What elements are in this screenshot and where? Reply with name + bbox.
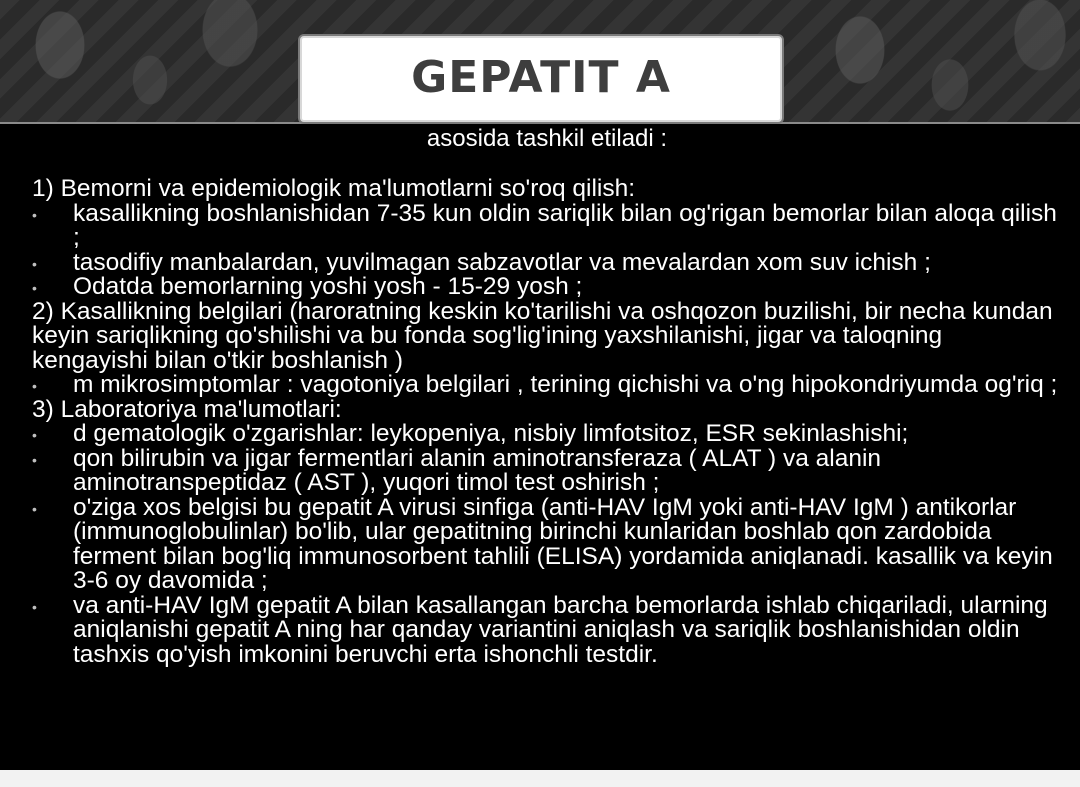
section-heading-2: 2) Kasallikning belgilari (haroratning keskin ko'tarilishi va oshqozon buzilishi, bir necha kundan keyin sariqlikning qo'shilishi va bu fonda sog'lig'ining yaxshilanishi, jigar va taloqning kengayishi bilan o'tkir boshlanish ) [32,297,1053,374]
list-item [32,373,1062,398]
list-item [32,591,1062,668]
list-item [32,444,1062,496]
list-item [32,493,1062,594]
bullet-icon: • [32,598,37,615]
list-item-text: va anti-HAV IgM gepatit A bilan kasallangan barcha bemorlarda ishlab chiqariladi, ularning aniqlanishi gepatit A ning har qanday variantini aniqlash va sariqlik boshlanishidan oldin tashxis qo'yish imkonini beruvchi erta ishonchli testdir. [73,591,1048,668]
list-item-text: Odatda bemorlarning yoshi yosh - 15-29 yosh ; [73,273,583,300]
list-item [32,248,1062,276]
slide-content [32,127,1062,667]
section-heading-3: 3) Laboratoriya ma'lumotlari: [32,395,342,423]
title-box [298,34,784,124]
bullet-icon: • [32,427,37,443]
list-item-text: o'ziga xos belgisi bu gepatit A virusi sinfiga (anti-HAV IgM yoki anti-HAV IgM ) antikorlar (immunoglobulinlar) bo'lib, ular gepatitning birinchi kunlaridan boshlab qon zardobida ferment bilan bog'liq immunosorbent tahlili (ELISA) yordamida aniqlanadi. kasallik va keyin 3-6 oy davomida ; [73,493,1053,594]
slide-subtitle: asosida tashkil etiladi : [426,125,668,152]
bullet-icon: • [32,378,37,394]
list-item [32,422,1062,447]
list-item-text: tasodifiy manbalardan, yuvilmagan sabzavotlar va mevalardan xom suv ichish ; [73,248,931,276]
bullet-icon: • [32,206,37,223]
slide-title: GEPATIT A [411,52,671,103]
list-item [32,199,1062,251]
list-item-text: kasallikning boshlanishidan 7-35 kun oldin sariqlik bilan og'rigan bemorlar bilan aloqa qilish ; [73,199,1057,251]
section-heading-1: 1) Bemorni va epidemiologik ma'lumotlarni so'roq qilish: [32,175,636,202]
list-item [32,275,1062,300]
list-item-text: qon bilirubin va jigar fermentlari alanin aminotransferaza ( ALAT ) va alanin aminotranspeptidaz ( AST ), yuqori timol test oshirish ; [73,444,882,496]
list-item-text: d gematologik o'zgarishlar: leykopeniya, nisbiy limfotsitoz, ESR sekinlashishi; [73,420,909,447]
bullet-icon: • [32,255,37,272]
spacer [32,155,1062,177]
bullet-icon: • [32,280,37,296]
bullet-icon: • [32,500,37,517]
bullet-icon: • [32,451,37,468]
list-item-text: m mikrosimptomlar : vagotoniya belgilari , terining qichishi va o'ng hipokondriyumda og'riq ; [73,371,1058,398]
